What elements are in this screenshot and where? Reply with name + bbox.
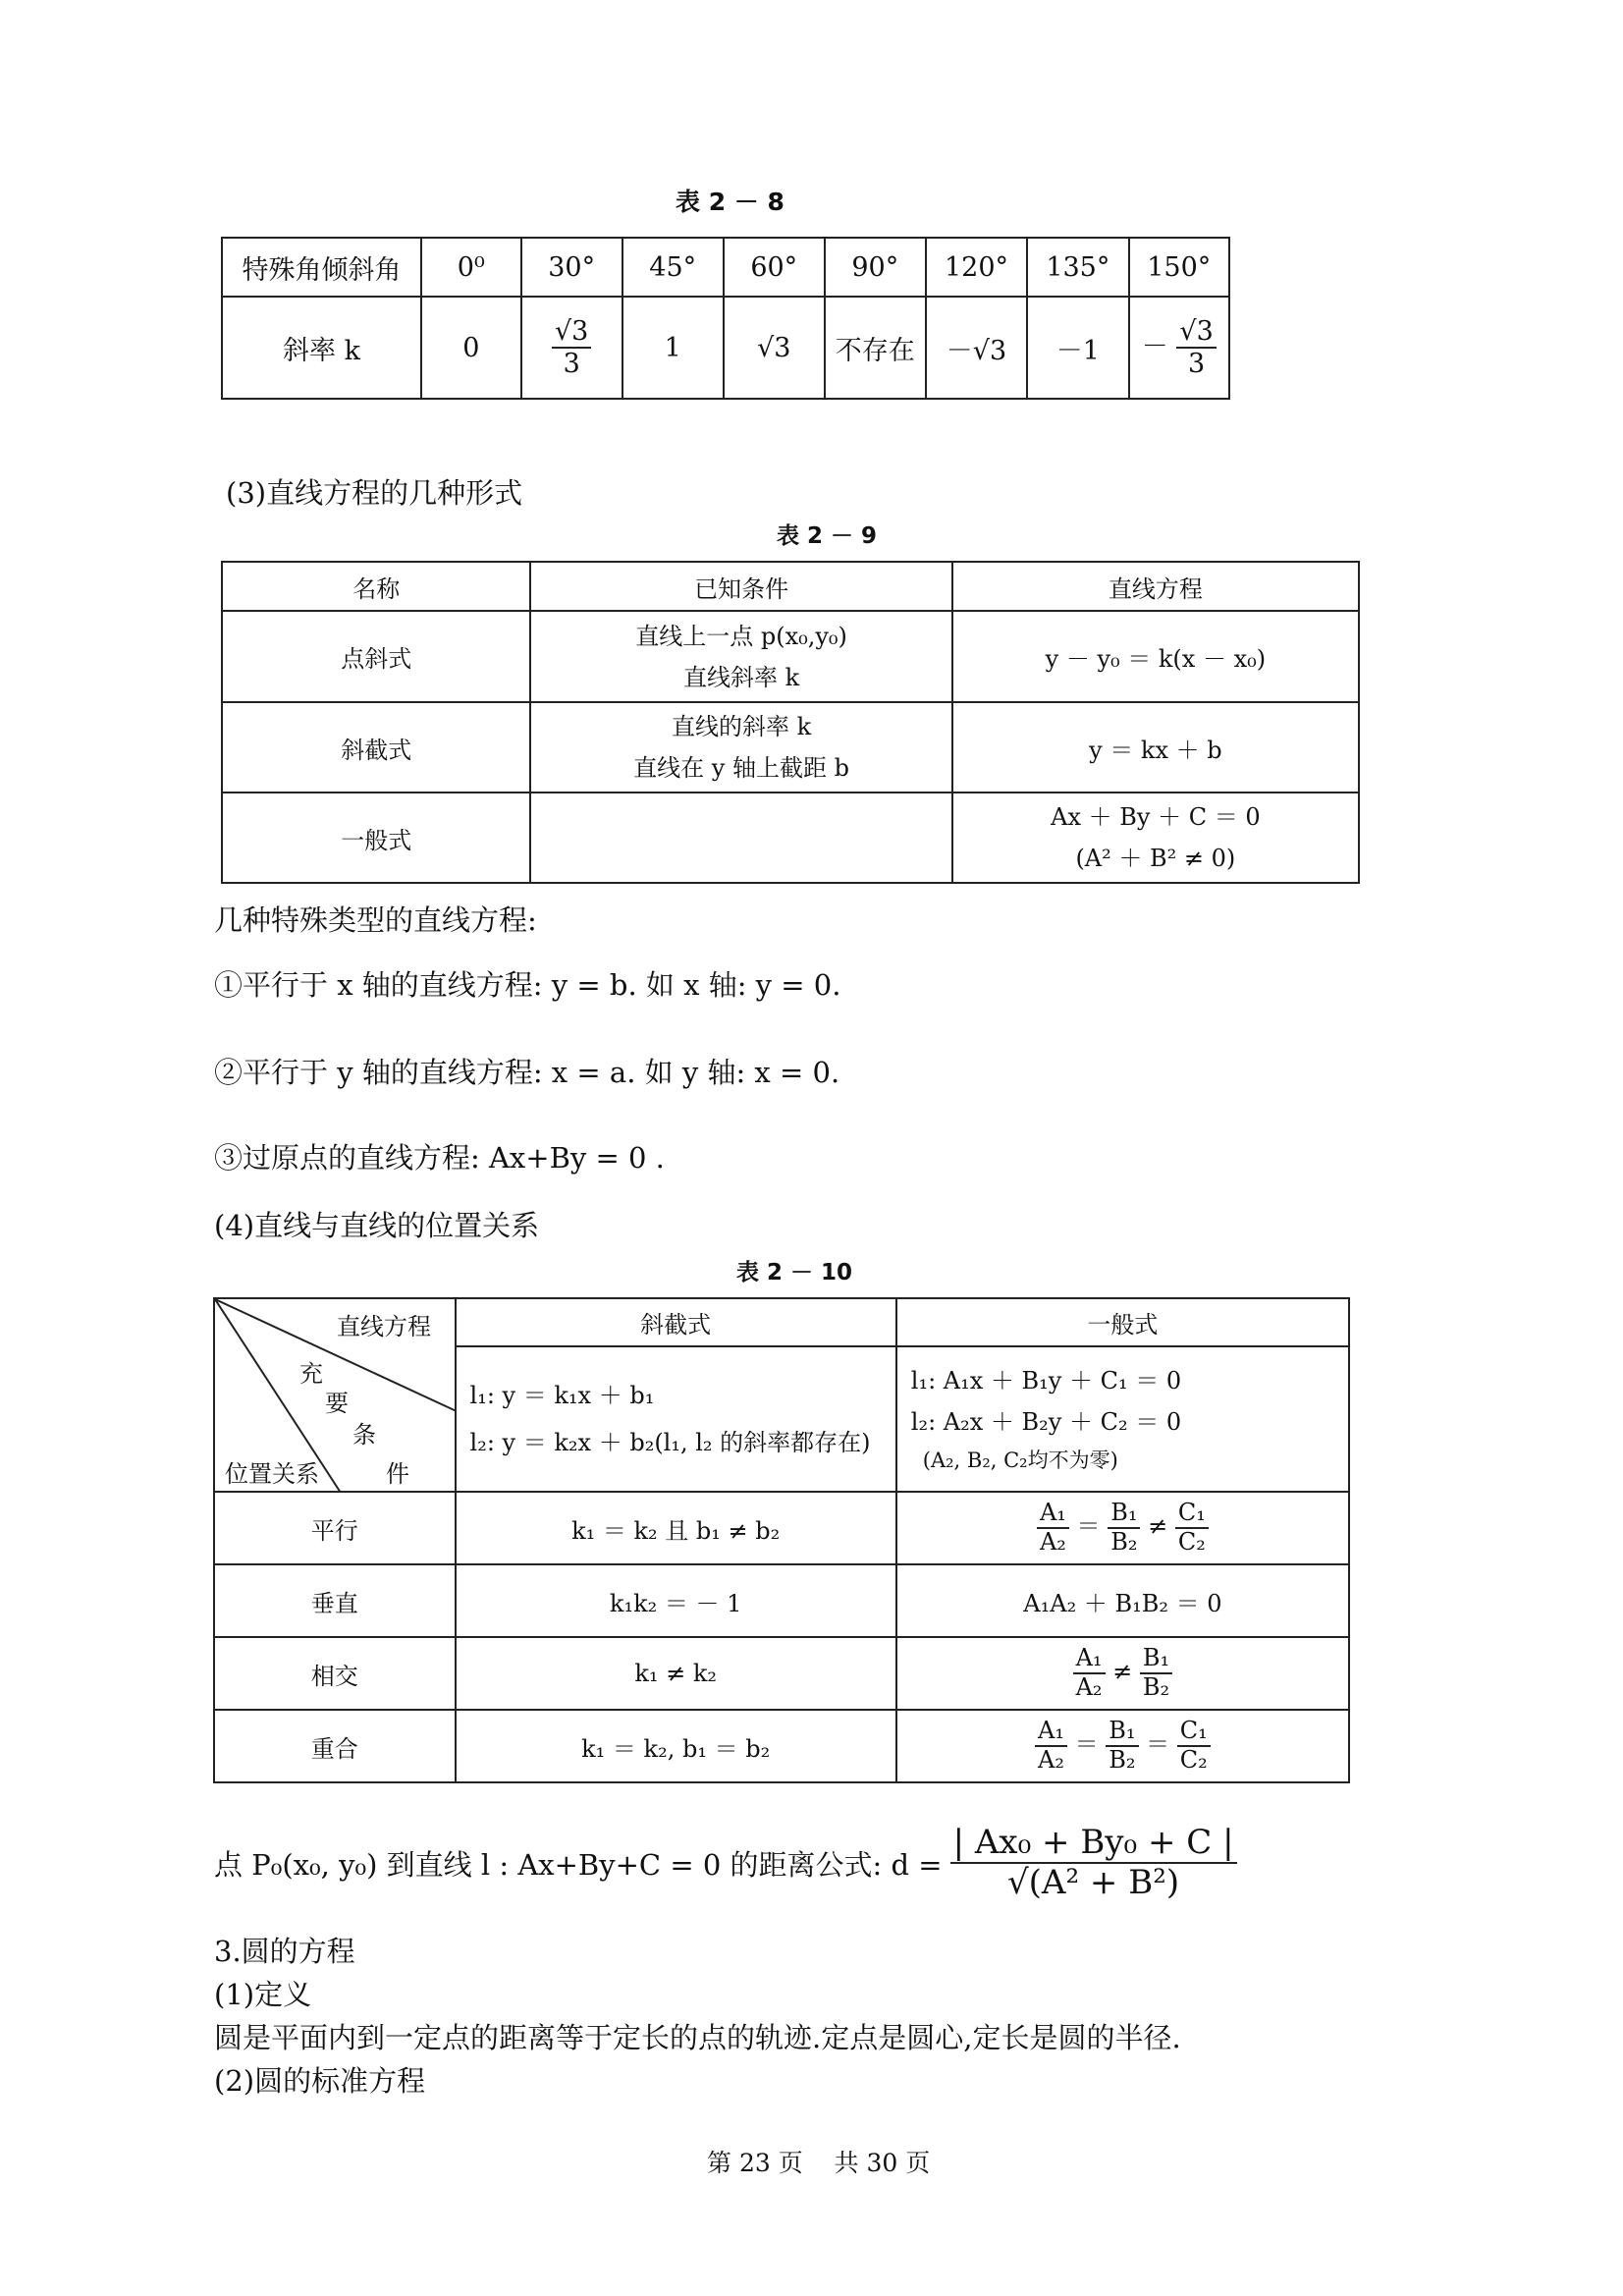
- denominator: C₂: [1177, 1528, 1206, 1556]
- fraction: [1175, 1500, 1209, 1556]
- header-cell: 斜截式: [456, 1298, 896, 1346]
- cell: [530, 611, 951, 702]
- cell: 相交: [214, 1637, 456, 1710]
- denominator: B₂: [1109, 1746, 1136, 1774]
- distance-formula-prefix: 点 P₀(x₀, y₀) 到直线 l : Ax+By+C = 0 的距离公式: d =: [214, 1847, 943, 1882]
- cell: 1: [622, 297, 724, 399]
- numerator: B₁: [1140, 1645, 1172, 1674]
- fraction: [1176, 316, 1216, 379]
- cell: 特殊角倾斜角: [222, 238, 421, 297]
- header-cell: 一般式: [896, 1298, 1349, 1346]
- numerator: √3: [552, 316, 591, 349]
- fraction: [1035, 1718, 1067, 1774]
- cell: 斜截式: [222, 702, 530, 793]
- fraction: [1037, 1500, 1069, 1556]
- header-cell: 名称: [222, 562, 530, 611]
- cell: [896, 1710, 1349, 1782]
- diag-label-char: 要: [325, 1390, 349, 1417]
- cell: [521, 297, 622, 399]
- condition-line: l₁: y ＝ k₁x ＋ b₁: [469, 1382, 655, 1409]
- equals-sign: ＝: [1074, 1730, 1099, 1759]
- denominator: 3: [1187, 349, 1206, 379]
- cell: 0⁰: [421, 238, 521, 297]
- cell: 120°: [926, 238, 1027, 297]
- table-2-9-caption: 表 2 － 9: [777, 523, 878, 549]
- cell: －1: [1027, 297, 1128, 399]
- cell: [896, 1637, 1349, 1710]
- table-2-8: [221, 237, 1230, 400]
- condition-line: 直线斜率 k: [682, 663, 800, 691]
- denominator: 3: [563, 349, 580, 379]
- numerator: A₁: [1073, 1645, 1106, 1674]
- denominator: A₂: [1039, 1528, 1066, 1556]
- table-2-10-caption: 表 2 － 10: [736, 1260, 853, 1285]
- numerator: B₁: [1108, 1500, 1140, 1529]
- table-2-10: [213, 1297, 1350, 1783]
- cell: k₁ ＝ k₂, b₁ ＝ b₂: [456, 1710, 896, 1782]
- cell: [952, 793, 1359, 883]
- equals-sign: ＝: [1076, 1512, 1101, 1541]
- not-equal-sign: ≠: [1148, 1512, 1168, 1541]
- cell: 平行: [214, 1492, 456, 1564]
- cell: 重合: [214, 1710, 456, 1782]
- subsection-title: (1)定义: [214, 1978, 312, 2011]
- cell: 斜率 k: [222, 297, 421, 399]
- diagonal-header-cell: [214, 1298, 456, 1492]
- condition-line: 直线的斜率 k: [671, 713, 812, 740]
- numerator: A₁: [1035, 1718, 1067, 1747]
- fraction: [1108, 1500, 1140, 1556]
- special-item: ②平行于 y 轴的直线方程: x = a. 如 y 轴: x = 0.: [214, 1056, 840, 1089]
- section-title: (4)直线与直线的位置关系: [214, 1209, 540, 1242]
- cell: y ＝ kx ＋ b: [952, 702, 1359, 793]
- table-2-9: [221, 561, 1360, 884]
- equation-line: Ax ＋ By ＋ C ＝ 0: [1051, 803, 1261, 831]
- distance-formula: [214, 1824, 1237, 1902]
- cell: 不存在: [825, 297, 926, 399]
- numerator: A₁: [1037, 1500, 1069, 1529]
- cell: 45°: [622, 238, 724, 297]
- diag-label-char: 件: [386, 1460, 409, 1488]
- header-cell: 已知条件: [530, 562, 951, 611]
- numerator: B₁: [1106, 1718, 1138, 1747]
- header-cell: 直线方程: [952, 562, 1359, 611]
- cell: [896, 1346, 1349, 1492]
- distance-fraction: [950, 1824, 1237, 1902]
- cell: 30°: [521, 238, 622, 297]
- condition-line: l₂: y ＝ k₂x ＋ b₂(l₁, l₂ 的斜率都存在): [469, 1429, 871, 1456]
- page-footer: 第 23 页 共 30 页: [707, 2149, 931, 2177]
- denominator: A₂: [1075, 1673, 1103, 1701]
- cell: 0: [421, 297, 521, 399]
- diag-label-char: 条: [352, 1421, 376, 1449]
- cell: 点斜式: [222, 611, 530, 702]
- table-2-8-caption: 表 2 － 8: [676, 188, 784, 216]
- fraction: [1106, 1718, 1138, 1774]
- fraction: [1177, 1718, 1211, 1774]
- denominator: A₂: [1038, 1746, 1064, 1774]
- special-title: 几种特殊类型的直线方程:: [214, 903, 537, 937]
- minus-sign: －: [1141, 331, 1168, 362]
- numerator: √3: [1176, 316, 1216, 349]
- cell: k₁k₂ ＝ － 1: [456, 1564, 896, 1637]
- cell: y － y₀ ＝ k(x － x₀): [952, 611, 1359, 702]
- cell: 150°: [1129, 238, 1229, 297]
- diag-label-relation: 位置关系: [225, 1460, 319, 1488]
- subsection-title: (2)圆的标准方程: [214, 2064, 426, 2098]
- diag-label-equation: 直线方程: [337, 1313, 431, 1340]
- special-item: ③过原点的直线方程: Ax+By = 0 .: [214, 1141, 665, 1175]
- cell: k₁ ≠ k₂: [456, 1637, 896, 1710]
- cell: 60°: [724, 238, 825, 297]
- equation-line: (A² ＋ B² ≠ 0): [1075, 845, 1236, 872]
- denominator: B₂: [1142, 1673, 1170, 1701]
- denominator: B₂: [1110, 1528, 1138, 1556]
- condition-line: 直线上一点 p(x₀,y₀): [635, 622, 847, 650]
- fraction: [1073, 1645, 1106, 1701]
- cell: －√3: [926, 297, 1027, 399]
- cell: A₁A₂ ＋ B₁B₂ ＝ 0: [896, 1564, 1349, 1637]
- cell: 90°: [825, 238, 926, 297]
- cell: 135°: [1027, 238, 1128, 297]
- cell: [530, 793, 951, 883]
- numerator: C₁: [1177, 1718, 1211, 1747]
- special-item: ①平行于 x 轴的直线方程: y = b. 如 x 轴: y = 0.: [214, 968, 841, 1002]
- not-equal-sign: ≠: [1112, 1658, 1133, 1686]
- cell: k₁ ＝ k₂ 且 b₁ ≠ b₂: [456, 1492, 896, 1564]
- section-title: (3)直线方程的几种形式: [226, 476, 523, 510]
- numerator: C₁: [1175, 1500, 1209, 1529]
- distance-numerator: | Ax₀ + By₀ + C |: [950, 1824, 1237, 1864]
- cell: √3: [724, 297, 825, 399]
- fraction: [1140, 1645, 1172, 1701]
- fraction: [552, 316, 591, 379]
- distance-denominator: √(A² + B²): [1007, 1863, 1180, 1903]
- cell: [1129, 297, 1229, 399]
- condition-note: (A₂, B₂, C₂均不为零): [922, 1448, 1118, 1472]
- condition-line: l₁: A₁x ＋ B₁y ＋ C₁ ＝ 0: [910, 1366, 1182, 1394]
- cell: [530, 702, 951, 793]
- condition-line: l₂: A₂x ＋ B₂y ＋ C₂ ＝ 0: [910, 1407, 1182, 1436]
- cell: [896, 1492, 1349, 1564]
- diag-label-char: 充: [299, 1360, 323, 1388]
- section-title: 3.圆的方程: [214, 1935, 355, 1968]
- definition-text: 圆是平面内到一定点的距离等于定长的点的轨迹.定点是圆心,定长是圆的半径.: [214, 2021, 1181, 2054]
- denominator: C₂: [1179, 1746, 1208, 1774]
- cell: 一般式: [222, 793, 530, 883]
- condition-line: 直线在 y 轴上截距 b: [633, 754, 849, 782]
- cell: [456, 1346, 896, 1492]
- equals-sign: ＝: [1146, 1730, 1170, 1759]
- cell: 垂直: [214, 1564, 456, 1637]
